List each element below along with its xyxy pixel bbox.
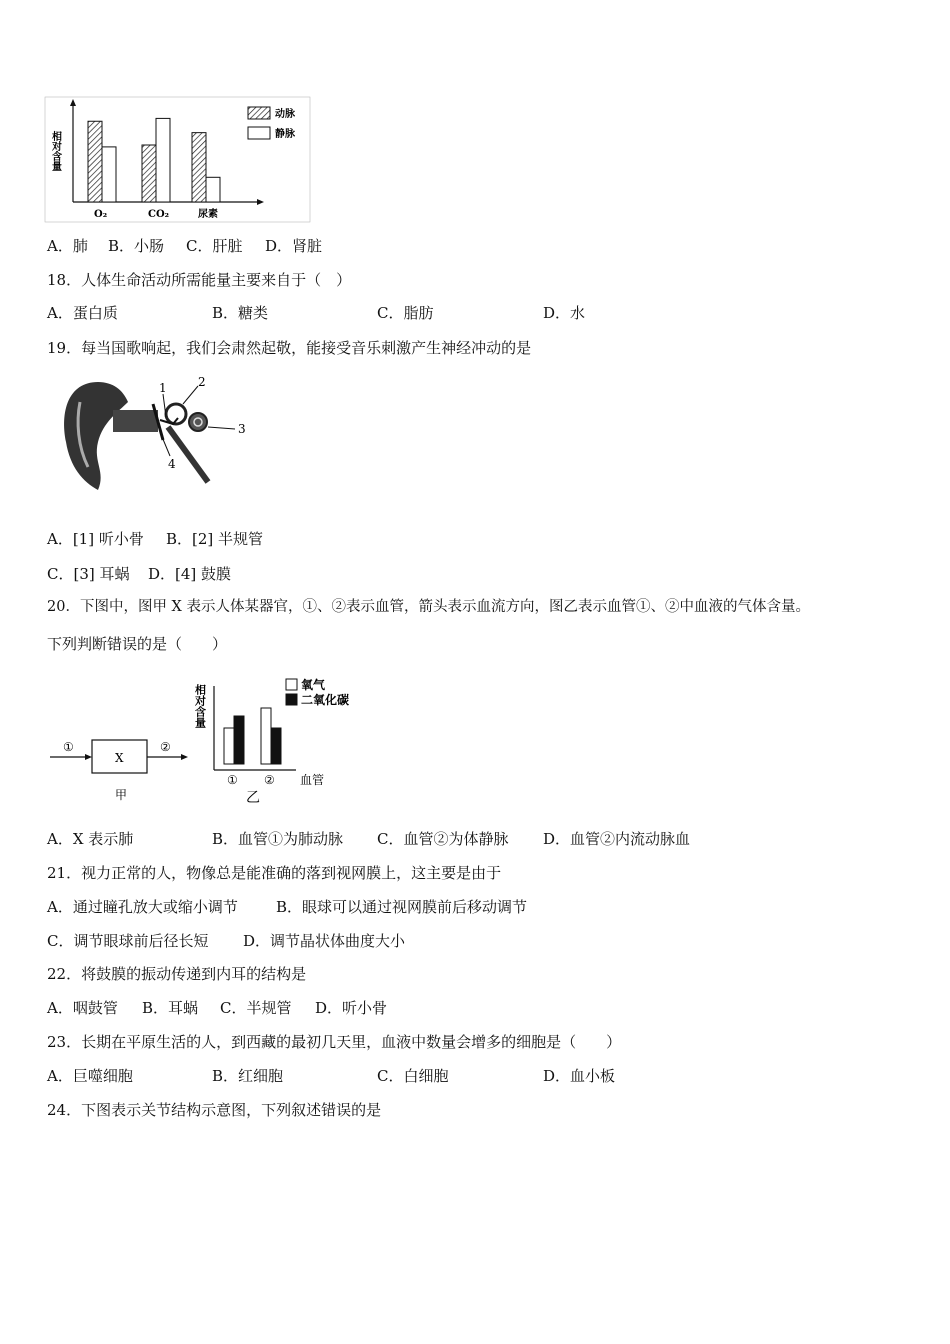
- jia-out-label: ②: [160, 740, 171, 754]
- q17-option-d[interactable]: D．肾脏: [265, 237, 323, 255]
- q20-legend-label-0: 氧气: [301, 678, 326, 692]
- ear-label-3: 3: [238, 422, 246, 436]
- q18-option-d[interactable]: D．水: [543, 304, 586, 322]
- q20-fig-jia: [47, 735, 197, 805]
- q21-option-a[interactable]: A．通过瞳孔放大或缩小调节: [47, 898, 238, 916]
- outer-ear-shape: [64, 382, 128, 490]
- q20-x-tick-0: ①: [227, 773, 238, 787]
- jia-caption: 甲: [115, 788, 128, 802]
- eustachian-tube-shape: [168, 427, 208, 482]
- q20-bar-氧气-1: [261, 708, 271, 764]
- q20-bar-二氧化碳-1: [271, 728, 281, 764]
- q17-bar-静脉-2: [206, 177, 220, 202]
- q19-option-a[interactable]: A．[1] 听小骨: [47, 530, 144, 548]
- jia-box-label: X: [115, 751, 124, 765]
- q17-x-tick-2: 尿素: [198, 209, 218, 220]
- q20-x-tick-1: ②: [264, 773, 275, 787]
- ear-label-2: 2: [198, 375, 206, 389]
- q22-option-c[interactable]: C．半规管: [220, 999, 292, 1017]
- jia-in-arrow-head: [85, 754, 92, 760]
- label-line-4: [160, 432, 170, 456]
- q22-option-b[interactable]: B．耳蜗: [142, 999, 199, 1017]
- q17-bar-动脉-0: [88, 121, 102, 202]
- jia-out-arrow-head: [181, 754, 188, 760]
- q17-option-b[interactable]: B．小肠: [108, 237, 165, 255]
- q18-option-b[interactable]: B．糖类: [212, 304, 269, 322]
- q17-bar-静脉-1: [156, 118, 170, 202]
- q17-y-label: 相对含量: [49, 131, 61, 171]
- q20-option-a[interactable]: A．X 表示肺: [47, 830, 134, 848]
- q20-legend-swatch-0: [286, 679, 297, 690]
- q19-option-d[interactable]: D．[4] 鼓膜: [148, 565, 232, 583]
- ear-label-1: 1: [159, 381, 167, 395]
- q20-stem-line2: 下列判断错误的是（ ）: [47, 635, 228, 653]
- label-line-2: [183, 386, 198, 404]
- q18-option-a[interactable]: A．蛋白质: [47, 304, 118, 322]
- q17-legend-swatch-0: [248, 107, 270, 119]
- yi-y-label: 相对含量: [193, 684, 207, 728]
- q20-bar-氧气-0: [224, 728, 234, 764]
- fig-jia-svg: [47, 735, 197, 805]
- q17-bar-动脉-2: [192, 133, 206, 202]
- q21-option-d[interactable]: D．调节晶状体曲度大小: [243, 932, 406, 950]
- label-line-1: [163, 394, 166, 417]
- q20-legend-swatch-1: [286, 694, 297, 705]
- q17-legend-swatch-1: [248, 127, 270, 139]
- q18-option-c[interactable]: C．脂肪: [377, 304, 434, 322]
- q19-option-c[interactable]: C．[3] 耳蜗: [47, 565, 130, 583]
- q20-option-d[interactable]: D．血管②内流动脉血: [543, 830, 691, 848]
- q17-bar-动脉-1: [142, 145, 156, 202]
- q22-option-d[interactable]: D．听小骨: [315, 999, 388, 1017]
- q17-option-a[interactable]: A．肺: [47, 237, 88, 255]
- fig-yi-svg: [193, 676, 366, 806]
- q17-legend-label-1: 静脉: [275, 129, 295, 140]
- q20-bar-二氧化碳-0: [234, 716, 244, 764]
- jia-in-label: ①: [63, 740, 74, 754]
- q18-stem: 18．人体生命活动所需能量主要来自于（ ）: [47, 271, 352, 289]
- q20-option-b[interactable]: B．血管①为肺动脉: [212, 830, 344, 848]
- q17-bar-静脉-0: [102, 147, 116, 202]
- q24-stem: 24．下图表示关节结构示意图，下列叙述错误的是: [47, 1101, 382, 1119]
- q20-legend-label-1: 二氧化碳: [301, 693, 350, 707]
- q17-x-tick-0: O₂: [94, 209, 108, 220]
- q17-option-c[interactable]: C．肝脏: [186, 237, 243, 255]
- q17-chart-svg: [45, 97, 310, 222]
- q22-stem: 22．将鼓膜的振动传递到内耳的结构是: [47, 965, 307, 983]
- q23-option-b[interactable]: B．红细胞: [212, 1067, 284, 1085]
- q21-stem: 21．视力正常的人，物像总是能准确的落到视网膜上，这主要是由于: [47, 864, 502, 882]
- ear-illustration: [58, 372, 258, 497]
- q17-x-tick-1: CO₂: [148, 209, 170, 220]
- q20-stem-line1: 20．下图中，图甲 X 表示人体某器官，①、②表示血管，箭头表示血流方向，图乙表示血管①、②中血液的气体含量。: [47, 599, 810, 615]
- q19-stem: 19．每当国歌响起，我们会肃然起敬，能接受音乐刺激产生神经冲动的是: [47, 339, 532, 357]
- q23-option-a[interactable]: A．巨噬细胞: [47, 1067, 133, 1085]
- q19-option-b[interactable]: B．[2] 半规管: [166, 530, 264, 548]
- ear-canal-shape: [113, 410, 158, 432]
- yi-caption: 乙: [246, 790, 260, 806]
- q23-option-d[interactable]: D．血小板: [543, 1067, 616, 1085]
- q21-option-b[interactable]: B．眼球可以通过视网膜前后移动调节: [276, 898, 528, 916]
- q23-stem: 23．长期在平原生活的人，到西藏的最初几天里，血液中数量会增多的细胞是（ ）: [47, 1033, 622, 1051]
- cochlea-shape: [189, 413, 207, 431]
- q22-option-a[interactable]: A．咽鼓管: [47, 999, 118, 1017]
- label-line-3: [208, 427, 235, 429]
- yi-x-label: 血管: [300, 773, 325, 787]
- q17-chart: [45, 97, 310, 222]
- q20-fig-yi: [193, 676, 366, 806]
- q17-legend-label-0: 动脉: [275, 109, 295, 120]
- ear-label-4: 4: [168, 457, 176, 471]
- q23-option-c[interactable]: C．白细胞: [377, 1067, 449, 1085]
- q21-option-c[interactable]: C．调节眼球前后径长短: [47, 932, 209, 950]
- q20-option-c[interactable]: C．血管②为体静脉: [377, 830, 509, 848]
- q19-ear-diagram: [58, 372, 258, 497]
